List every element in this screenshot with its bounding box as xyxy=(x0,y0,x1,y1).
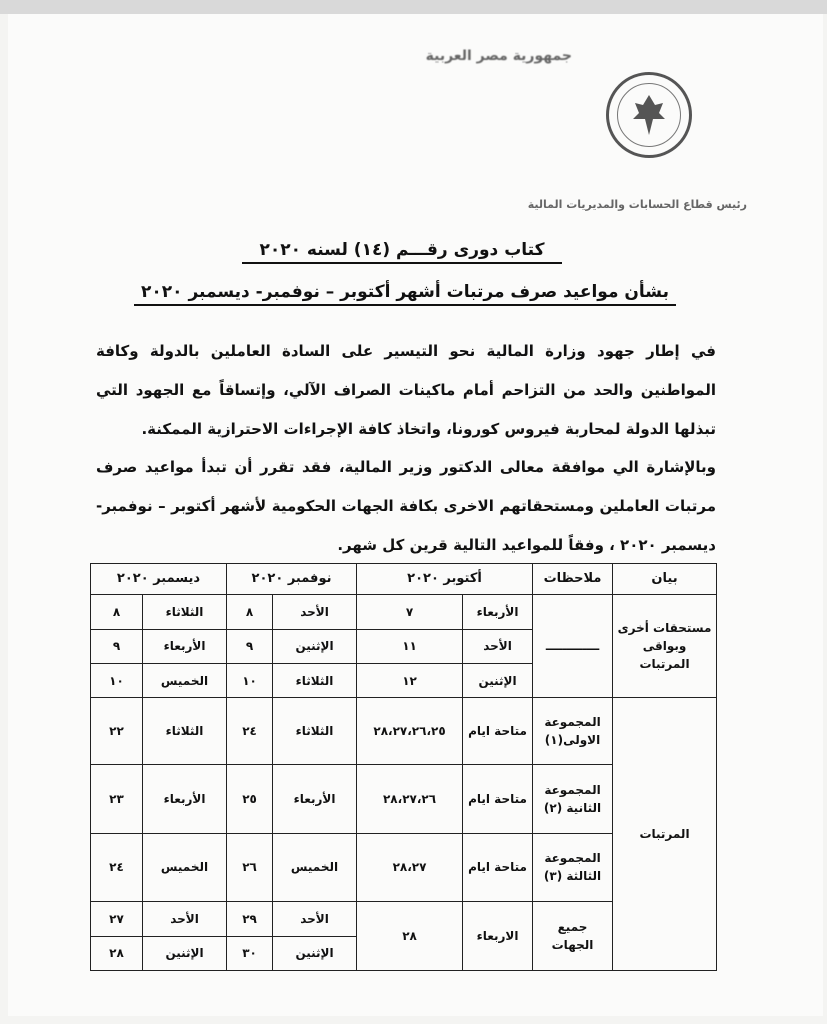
paragraph-decision: وبالإشارة الي موافقة معالى الدكتور وزير المالية، فقد تقرر أن تبدأ مواعيد صرف مرتبات العاملين ومستحقاتهم الاخرى بكافة الجهات الحكومية لأشهر أكتوبر – نوفمبر- ديسمبر ٢٠٢٠ ، وفقاً للمواعيد التالية قرين كل شهر. xyxy=(96,458,716,554)
dec-date: ٢٤ xyxy=(91,833,143,902)
nov-day: الأحد xyxy=(273,595,357,629)
top-bar xyxy=(0,0,827,14)
table-header-row xyxy=(91,564,717,595)
nov-day: الإثنين xyxy=(273,936,357,970)
nov-day: الثلاثاء xyxy=(273,698,357,765)
group-name: المجموعة الاولى(١) xyxy=(533,698,613,765)
header-october: أكتوبر ٢٠٢٠ xyxy=(357,564,533,595)
dec-day: الأربعاء xyxy=(143,629,227,663)
nov-day: الأربعاء xyxy=(273,764,357,833)
group-notes: متاحة ايام xyxy=(463,833,533,902)
oct-date: ٧ xyxy=(357,595,463,629)
letter-title: كتاب دورى رقـــم (١٤) لسنه ٢٠٢٠ xyxy=(242,240,562,264)
oct-date: ١١ xyxy=(357,629,463,663)
nov-date: ٢٦ xyxy=(227,833,273,902)
nov-date: ٣٠ xyxy=(227,936,273,970)
dec-date: ٢٣ xyxy=(91,764,143,833)
nov-day: الثلاثاء xyxy=(273,663,357,697)
salaries-label: المرتبات xyxy=(613,698,717,971)
oct-day: الإثنين xyxy=(463,663,533,697)
paragraph-intro: في إطار جهود وزارة المالية نحو التيسير على السادة العاملين بالدولة وكافة المواطنين والحد من التزاحم أمام ماكينات الصراف الآلي، وإتساقاً مع الجهود التي تبذلها الدولة لمحاربة فيروس كورونا، واتخاذ كافة الإجراءات الاحترازية الممكنة. xyxy=(96,342,716,438)
dec-day: الخميس xyxy=(143,833,227,902)
oct-dates: ٢٨،٢٧،٢٦،٢٥ xyxy=(357,698,463,765)
group-notes: متاحة ايام xyxy=(463,698,533,765)
country-header: جمهورية مصر العربية xyxy=(425,48,572,64)
dec-date: ٨ xyxy=(91,595,143,629)
dec-day: الخميس xyxy=(143,663,227,697)
all-oct-date: ٢٨ xyxy=(357,902,463,971)
dec-date: ٢٧ xyxy=(91,902,143,936)
salary-schedule-table xyxy=(90,563,717,971)
table-row xyxy=(91,698,717,765)
group-name: المجموعة الثانية (٢) xyxy=(533,764,613,833)
nov-date: ١٠ xyxy=(227,663,273,697)
group-name: المجموعة الثالثة (٣) xyxy=(533,833,613,902)
oct-dates: ٢٨،٢٧ xyxy=(357,833,463,902)
dec-day: الأحد xyxy=(143,902,227,936)
dec-date: ١٠ xyxy=(91,663,143,697)
dec-date: ٢٨ xyxy=(91,936,143,970)
nov-date: ٢٩ xyxy=(227,902,273,936)
dec-date: ٢٢ xyxy=(91,698,143,765)
nov-date: ٢٤ xyxy=(227,698,273,765)
group-notes: متاحة ايام xyxy=(463,764,533,833)
dec-date: ٩ xyxy=(91,629,143,663)
ministry-seal-icon xyxy=(606,72,692,158)
header-december: ديسمبر ٢٠٢٠ xyxy=(91,564,227,595)
header-item: بيان xyxy=(613,564,717,595)
dec-day: الثلاثاء xyxy=(143,698,227,765)
letter-subject: بشأن مواعيد صرف مرتبات أشهر أكتوبر – نوفمبر- ديسمبر ٢٠٢٠ xyxy=(134,282,676,306)
nov-day: الخميس xyxy=(273,833,357,902)
nov-date: ٨ xyxy=(227,595,273,629)
header-notes: ملاحظات xyxy=(533,564,613,595)
oct-day: الأربعاء xyxy=(463,595,533,629)
oct-day: الأحد xyxy=(463,629,533,663)
nov-date: ٩ xyxy=(227,629,273,663)
oct-dates: ٢٨،٢٧،٢٦ xyxy=(357,764,463,833)
nov-day: الأحد xyxy=(273,902,357,936)
nov-date: ٢٥ xyxy=(227,764,273,833)
all-entities-name: جميع الجهات xyxy=(533,902,613,971)
sector-header: رئيس قطاع الحسابات والمديريات المالية xyxy=(527,198,747,211)
dec-day: الأربعاء xyxy=(143,764,227,833)
dec-day: الإثنين xyxy=(143,936,227,970)
table-row xyxy=(91,595,717,629)
oct-date: ١٢ xyxy=(357,663,463,697)
nov-day: الإثنين xyxy=(273,629,357,663)
dec-day: الثلاثاء xyxy=(143,595,227,629)
header-november: نوفمبر ٢٠٢٠ xyxy=(227,564,357,595)
other-dues-label: مستحقات أخرى وبواقى المرتبات xyxy=(613,595,717,698)
all-oct-day: الاربعاء xyxy=(463,902,533,971)
other-dues-notes: ـــــــــــــ xyxy=(533,595,613,698)
